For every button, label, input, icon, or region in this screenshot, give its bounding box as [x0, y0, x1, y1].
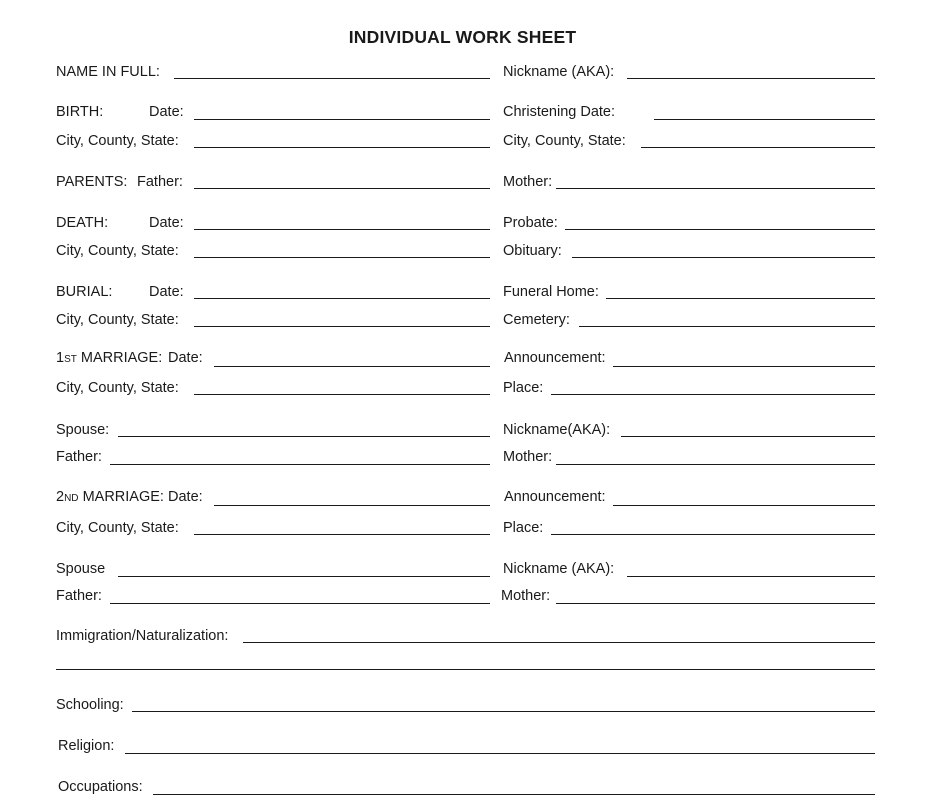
marriage-2-label: 2ND MARRIAGE: — [56, 489, 164, 505]
christening-date-label: Christening Date: — [503, 104, 616, 120]
death-date-label: Date: — [149, 215, 184, 231]
marriage-2-city-label: City, County, State: — [56, 520, 179, 536]
nickname-field[interactable] — [627, 78, 875, 79]
schooling-label: Schooling: — [56, 697, 124, 713]
immigration-label: Immigration/Naturalization: — [56, 628, 229, 644]
form-title: INDIVIDUAL WORK SHEET — [348, 27, 577, 47]
death-city-label: City, County, State: — [56, 243, 179, 259]
nickname-label: Nickname (AKA): — [503, 64, 615, 80]
spouse-2-father-label: Father: — [56, 588, 102, 604]
parents-mother-field[interactable] — [556, 188, 875, 189]
marriage-1-announcement-label: Announcement: — [504, 350, 606, 366]
funeral-home-field[interactable] — [606, 298, 875, 299]
immigration-field[interactable] — [243, 642, 875, 643]
parents-label: PARENTS: — [56, 174, 128, 190]
cemetery-label: Cemetery: — [503, 312, 570, 328]
marriage-2-place-label: Place: — [503, 520, 544, 536]
cemetery-field[interactable] — [579, 326, 875, 327]
death-city-field[interactable] — [194, 257, 490, 258]
birth-date-field[interactable] — [194, 119, 490, 120]
death-label: DEATH: — [56, 215, 109, 231]
occupations-field[interactable] — [153, 794, 875, 795]
marriage-2-date-label: Date: — [168, 489, 203, 505]
christening-date-field[interactable] — [654, 119, 875, 120]
spouse-1-mother-field[interactable] — [556, 464, 875, 465]
spouse-2-nickname-field[interactable] — [627, 576, 875, 577]
birth-city-label: City, County, State: — [56, 133, 179, 149]
marriage-1-city-field[interactable] — [194, 394, 490, 395]
name-in-full-label: NAME IN FULL: — [56, 64, 160, 80]
christening-city-label: City, County, State: — [503, 133, 626, 149]
parents-father-field[interactable] — [194, 188, 490, 189]
immigration-field-continued[interactable] — [56, 669, 875, 670]
obituary-field[interactable] — [572, 257, 875, 258]
marriage-2-place-field[interactable] — [551, 534, 875, 535]
spouse-2-mother-label: Mother: — [501, 588, 551, 604]
burial-city-field[interactable] — [194, 326, 490, 327]
spouse-2-nickname-label: Nickname (AKA): — [503, 561, 615, 577]
burial-city-label: City, County, State: — [56, 312, 179, 328]
religion-field[interactable] — [125, 753, 875, 754]
birth-label: BIRTH: — [56, 104, 104, 120]
schooling-field[interactable] — [132, 711, 875, 712]
spouse-2-mother-field[interactable] — [556, 603, 875, 604]
marriage-1-date-label: Date: — [168, 350, 203, 366]
probate-field[interactable] — [565, 229, 875, 230]
christening-city-field[interactable] — [641, 147, 875, 148]
marriage-1-date-field[interactable] — [214, 366, 490, 367]
name-in-full-field[interactable] — [174, 78, 490, 79]
parents-mother-label: Mother: — [503, 174, 553, 190]
spouse-1-father-field[interactable] — [110, 464, 490, 465]
marriage-2-announcement-label: Announcement: — [504, 489, 606, 505]
birth-city-field[interactable] — [194, 147, 490, 148]
spouse-2-label: Spouse — [56, 561, 106, 577]
marriage-1-city-label: City, County, State: — [56, 380, 179, 396]
religion-label: Religion: — [58, 738, 115, 754]
spouse-2-field[interactable] — [118, 576, 490, 577]
obituary-label: Obituary: — [503, 243, 562, 259]
marriage-1-place-field[interactable] — [551, 394, 875, 395]
spouse-2-father-field[interactable] — [110, 603, 490, 604]
spouse-1-nickname-field[interactable] — [621, 436, 875, 437]
marriage-1-label: 1ST MARRIAGE: — [56, 350, 163, 366]
parents-father-label: Father: — [137, 174, 183, 190]
marriage-1-announcement-field[interactable] — [613, 366, 875, 367]
marriage-2-announcement-field[interactable] — [613, 505, 875, 506]
marriage-2-city-field[interactable] — [194, 534, 490, 535]
birth-date-label: Date: — [149, 104, 184, 120]
burial-date-field[interactable] — [194, 298, 490, 299]
occupations-label: Occupations: — [58, 779, 143, 795]
death-date-field[interactable] — [194, 229, 490, 230]
probate-label: Probate: — [503, 215, 558, 231]
burial-label: BURIAL: — [56, 284, 113, 300]
spouse-1-field[interactable] — [118, 436, 490, 437]
spouse-1-father-label: Father: — [56, 449, 102, 465]
spouse-1-label: Spouse: — [56, 422, 110, 438]
marriage-2-date-field[interactable] — [214, 505, 490, 506]
spouse-1-nickname-label: Nickname(AKA): — [503, 422, 611, 438]
marriage-1-place-label: Place: — [503, 380, 544, 396]
spouse-1-mother-label: Mother: — [503, 449, 553, 465]
funeral-home-label: Funeral Home: — [503, 284, 599, 300]
burial-date-label: Date: — [149, 284, 184, 300]
